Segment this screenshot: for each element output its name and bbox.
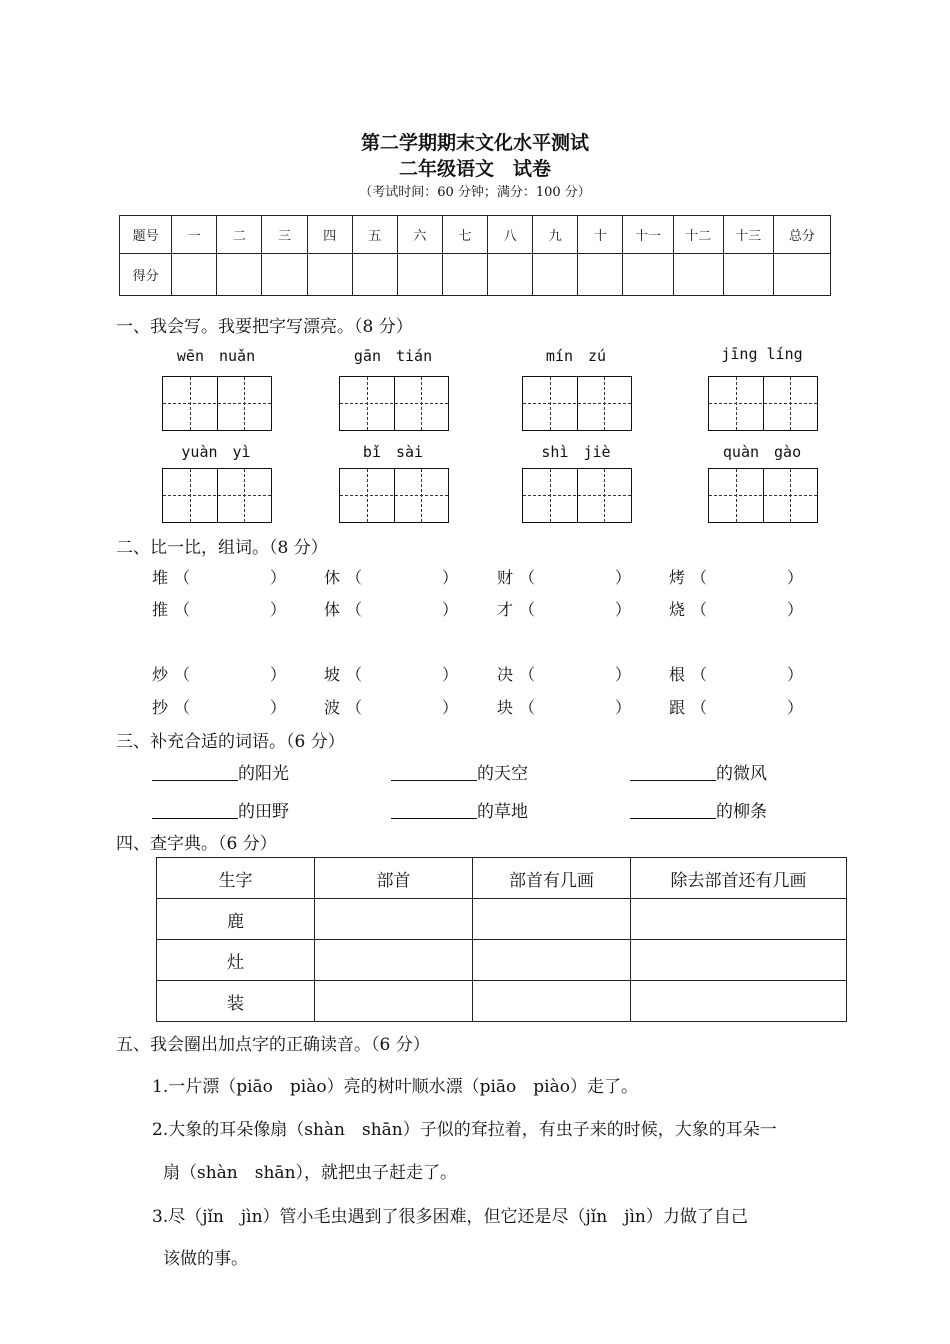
- blank-line[interactable]: [391, 800, 477, 819]
- compare-item[interactable]: [669, 695, 829, 718]
- writing-grid[interactable]: [162, 468, 272, 523]
- close-paren: ）: [442, 568, 459, 587]
- fill-blank-item[interactable]: [391, 759, 528, 784]
- blank-suffix: 的柳条: [716, 802, 767, 822]
- open-paren: （: [174, 600, 191, 619]
- score-cell[interactable]: [673, 254, 723, 296]
- close-paren: ）: [442, 600, 459, 619]
- close-paren: ）: [787, 665, 804, 684]
- dict-answer-cell[interactable]: [473, 981, 631, 1022]
- close-paren: ）: [270, 600, 287, 619]
- compare-char: 炒: [152, 665, 169, 684]
- dict-col-header: 除去部首还有几画: [631, 858, 847, 899]
- score-col-header: 九: [533, 216, 578, 254]
- open-paren: （: [519, 698, 536, 717]
- compare-char: 块: [497, 698, 514, 717]
- dict-answer-cell[interactable]: [315, 899, 473, 940]
- close-paren: ）: [442, 665, 459, 684]
- compare-item[interactable]: [324, 565, 484, 588]
- compare-char: 根: [669, 665, 686, 684]
- score-col-header: 七: [442, 216, 487, 254]
- dict-answer-cell[interactable]: [631, 940, 847, 981]
- close-paren: ）: [615, 600, 632, 619]
- compare-item[interactable]: [669, 597, 829, 620]
- dict-answer-cell[interactable]: [631, 899, 847, 940]
- score-col-header: 六: [397, 216, 442, 254]
- compare-item[interactable]: [324, 695, 484, 718]
- dict-answer-cell[interactable]: [315, 981, 473, 1022]
- score-cell[interactable]: [488, 254, 533, 296]
- open-paren: （: [346, 698, 363, 717]
- score-col-header: 十二: [673, 216, 723, 254]
- score-row-label: 题号: [120, 216, 172, 254]
- blank-suffix: 的天空: [477, 764, 528, 784]
- blank-suffix: 的草地: [477, 802, 528, 822]
- close-paren: ）: [615, 568, 632, 587]
- writing-grid[interactable]: [708, 376, 818, 431]
- compare-char: 推: [152, 600, 169, 619]
- score-cell[interactable]: [578, 254, 623, 296]
- blank-suffix: 的阳光: [238, 764, 289, 784]
- dict-char: 灶: [157, 940, 315, 981]
- compare-item[interactable]: [497, 662, 657, 685]
- writing-grid[interactable]: [162, 376, 272, 431]
- dict-col-header: 生字: [157, 858, 315, 899]
- pinyin-label: shì jiè: [541, 443, 611, 461]
- section-1-heading: 一、我会写。我要把字写漂亮。（8 分）: [116, 317, 413, 337]
- compare-item[interactable]: [324, 597, 484, 620]
- section-5-heading: 五、我会圈出加点字的正确读音。（6 分）: [116, 1035, 430, 1055]
- section-4-heading: 四、查字典。（6 分）: [116, 834, 277, 854]
- writing-grid[interactable]: [708, 468, 818, 523]
- dict-answer-cell[interactable]: [473, 899, 631, 940]
- score-col-header: 五: [352, 216, 397, 254]
- compare-item[interactable]: [497, 597, 657, 620]
- compare-item[interactable]: [152, 695, 312, 718]
- pinyin-label: bǐ sài: [362, 443, 424, 461]
- score-cell[interactable]: [397, 254, 442, 296]
- score-col-header: 八: [488, 216, 533, 254]
- compare-char: 才: [497, 600, 514, 619]
- close-paren: ）: [615, 698, 632, 717]
- dict-answer-cell[interactable]: [315, 940, 473, 981]
- score-cell[interactable]: [172, 254, 217, 296]
- compare-char: 堆: [152, 568, 169, 587]
- blank-line[interactable]: [630, 800, 716, 819]
- score-col-header: 十: [578, 216, 623, 254]
- open-paren: （: [519, 568, 536, 587]
- close-paren: ）: [270, 698, 287, 717]
- blank-line[interactable]: [152, 762, 238, 781]
- compare-item[interactable]: [669, 662, 829, 685]
- section-2-heading: 二、比一比，组词。（8 分）: [116, 538, 328, 558]
- compare-char: 波: [324, 698, 341, 717]
- compare-char: 抄: [152, 698, 169, 717]
- compare-item[interactable]: [152, 662, 312, 685]
- score-table: [119, 215, 831, 296]
- open-paren: （: [346, 600, 363, 619]
- score-cell[interactable]: [217, 254, 262, 296]
- compare-item[interactable]: [152, 597, 312, 620]
- writing-grid[interactable]: [339, 376, 449, 431]
- writing-grid[interactable]: [522, 468, 632, 523]
- page-title: 第二学期期末文化水平测试: [360, 132, 589, 154]
- pinyin-label: mín zú: [545, 347, 607, 365]
- dict-char: 装: [157, 981, 315, 1022]
- score-cell[interactable]: [442, 254, 487, 296]
- close-paren: ）: [787, 698, 804, 717]
- score-col-header: 十三: [723, 216, 773, 254]
- score-col-header: 总分: [773, 216, 830, 254]
- compare-item[interactable]: [669, 565, 829, 588]
- score-cell[interactable]: [262, 254, 307, 296]
- open-paren: （: [346, 568, 363, 587]
- open-paren: （: [174, 568, 191, 587]
- pinyin-label: yuàn yì: [181, 443, 251, 461]
- compare-char: 烤: [669, 568, 686, 587]
- score-col-header: 四: [307, 216, 352, 254]
- blank-suffix: 的微风: [716, 764, 767, 784]
- dict-col-header: 部首: [315, 858, 473, 899]
- section-3-heading: 三、补充合适的词语。（6 分）: [116, 732, 345, 752]
- score-cell[interactable]: [307, 254, 352, 296]
- close-paren: ）: [787, 600, 804, 619]
- compare-char: 跟: [669, 698, 686, 717]
- pinyin-label: jīng líng: [721, 345, 803, 363]
- compare-char: 体: [324, 600, 341, 619]
- close-paren: ）: [787, 568, 804, 587]
- score-col-header: 十一: [623, 216, 673, 254]
- score-col-header: 一: [172, 216, 217, 254]
- question-3-line-1: 3.尽（jǐn jìn）管小毛虫遇到了很多困难，但它还是尽（jǐn jìn）力做了自己: [152, 1207, 748, 1227]
- writing-grid[interactable]: [522, 376, 632, 431]
- score-cell[interactable]: [773, 254, 830, 296]
- fill-blank-item[interactable]: [391, 797, 528, 822]
- close-paren: ）: [270, 665, 287, 684]
- pinyin-label: wēn nuǎn: [176, 347, 256, 365]
- compare-char: 财: [497, 568, 514, 587]
- writing-grid[interactable]: [339, 468, 449, 523]
- fill-blank-item[interactable]: [630, 759, 767, 784]
- dict-char: 鹿: [157, 899, 315, 940]
- pinyin-label: quàn gào: [722, 443, 802, 461]
- compare-item[interactable]: [324, 662, 484, 685]
- blank-line[interactable]: [630, 762, 716, 781]
- score-cell[interactable]: [623, 254, 673, 296]
- dict-answer-cell[interactable]: [631, 981, 847, 1022]
- score-cell[interactable]: [533, 254, 578, 296]
- blank-suffix: 的田野: [238, 802, 289, 822]
- exam-info: （考试时间：60 分钟；满分：100 分）: [359, 185, 591, 200]
- fill-blank-item[interactable]: [630, 797, 767, 822]
- compare-item[interactable]: [497, 695, 657, 718]
- open-paren: （: [174, 698, 191, 717]
- score-col-header: 二: [217, 216, 262, 254]
- page-subtitle: 二年级语文 试卷: [398, 158, 551, 180]
- compare-char: 休: [324, 568, 341, 587]
- dictionary-table: [156, 857, 847, 1022]
- score-cell[interactable]: [352, 254, 397, 296]
- compare-item[interactable]: [152, 565, 312, 588]
- open-paren: （: [519, 600, 536, 619]
- score-row-label: 得分: [120, 254, 172, 296]
- question-1: 1.一片漂（piāo piào）亮的树叶顺水漂（piāo piào）走了。: [152, 1077, 638, 1097]
- compare-char: 决: [497, 665, 514, 684]
- open-paren: （: [346, 665, 363, 684]
- compare-char: 坡: [324, 665, 341, 684]
- question-3-line-2: 该做的事。: [163, 1249, 248, 1269]
- close-paren: ）: [270, 568, 287, 587]
- blank-line[interactable]: [391, 762, 477, 781]
- compare-item[interactable]: [497, 565, 657, 588]
- compare-char: 烧: [669, 600, 686, 619]
- blank-line[interactable]: [152, 800, 238, 819]
- dict-col-header: 部首有几画: [473, 858, 631, 899]
- open-paren: （: [691, 665, 708, 684]
- pinyin-label: gān tián: [353, 347, 433, 365]
- score-cell[interactable]: [723, 254, 773, 296]
- question-2-line-1: 2.大象的耳朵像扇（shàn shān）子似的耷拉着，有虫子来的时候，大象的耳朵一: [152, 1120, 777, 1140]
- close-paren: ）: [615, 665, 632, 684]
- open-paren: （: [691, 568, 708, 587]
- open-paren: （: [691, 698, 708, 717]
- open-paren: （: [691, 600, 708, 619]
- dict-answer-cell[interactable]: [473, 940, 631, 981]
- question-2-line-2: 扇（shàn shān），就把虫子赶走了。: [163, 1163, 458, 1183]
- fill-blank-item[interactable]: [152, 797, 289, 822]
- open-paren: （: [519, 665, 536, 684]
- score-col-header: 三: [262, 216, 307, 254]
- close-paren: ）: [442, 698, 459, 717]
- open-paren: （: [174, 665, 191, 684]
- fill-blank-item[interactable]: [152, 759, 289, 784]
